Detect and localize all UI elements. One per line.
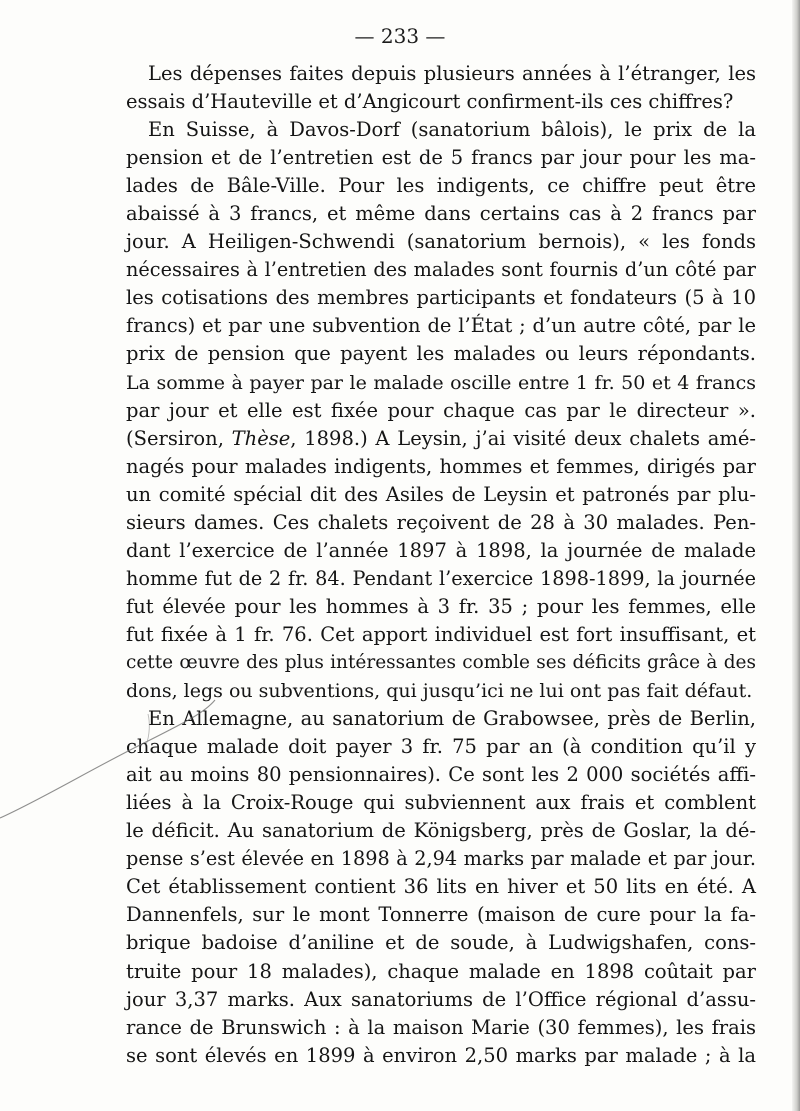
text-line: En Suisse, à Davos-Dorf (sanatorium bâlois), le prix de la xyxy=(148,118,756,142)
text-line: cette œuvre des plus intéressantes comble ses déficits grâce à des xyxy=(126,651,756,673)
text-line: le déficit. Au sanatorium de Königsberg, près de Goslar, la dé- xyxy=(126,819,756,843)
text-line: un comité spécial dit des Asiles de Leysin et patronés par plu- xyxy=(126,482,756,506)
text-line: abaissé à 3 francs, et même dans certains cas à 2 francs par xyxy=(126,202,756,226)
text-line: prix de pension que payent les malades ou leurs répondants. xyxy=(126,342,756,366)
text-line: En Allemagne, au sanatorium de Grabowsee, près de Berlin, xyxy=(148,707,756,731)
text-line: pense s’est élevée en 1898 à 2,94 marks par malade et par jour. xyxy=(126,847,756,871)
text-line: ait au moins 80 pensionnaires). Ce sont les 2 000 sociétés affi- xyxy=(126,763,756,787)
text-line: par jour et elle est fixée pour chaque cas par le directeur ». xyxy=(126,398,756,422)
text-line: fut fixée à 1 fr. 76. Cet apport individuel est fort insuffisant, et xyxy=(126,622,756,646)
text-line: truite pour 18 malades), chaque malade en 1898 coûtait par xyxy=(126,959,756,983)
text-line: Cet établissement contient 36 lits en hiver et 50 lits en été. A xyxy=(126,875,756,899)
text-line: La somme à payer par le malade oscille entre 1 fr. 50 et 4 francs xyxy=(126,371,756,394)
text-line: francs) et par une subvention de l’État ; d’un autre côté, par le xyxy=(126,314,756,338)
page-number: — 233 — xyxy=(354,24,446,48)
text-line: jour 3,37 marks. Aux sanatoriums de l’Office régional d’assu- xyxy=(126,987,756,1011)
text-line: nagés pour malades indigents, hommes et femmes, dirigés par xyxy=(126,454,756,478)
text-line: fut élevée pour les hommes à 3 fr. 35 ; pour les femmes, elle xyxy=(126,594,756,618)
text-line: brique badoise d’aniline et de soude, à Ludwigshafen, cons- xyxy=(126,931,756,955)
text-line: homme fut de 2 fr. 84. Pendant l’exercice 1898-1899, la journée xyxy=(126,566,756,590)
text-line: dant l’exercice de l’année 1897 à 1898, la journée de malade xyxy=(126,538,756,562)
text-line: pension et de l’entretien est de 5 francs par jour pour les ma- xyxy=(126,146,756,170)
text-line: liées à la Croix-Rouge qui subviennent aux frais et comblent xyxy=(126,791,756,815)
body-text xyxy=(126,60,756,1070)
text-line: chaque malade doit payer 3 fr. 75 par an (à condition qu’il y xyxy=(126,735,756,759)
text-line: nécessaires à l’entretien des malades sont fournis d’un côté par xyxy=(126,258,756,282)
text-line: rance de Brunswich : à la maison Marie (30 femmes), les frais xyxy=(126,1015,756,1039)
page-edge-shadow xyxy=(792,0,800,1111)
text-line: lades de Bâle-Ville. Pour les indigents, ce chiffre peut être xyxy=(126,174,756,198)
text-line: sieurs dames. Ces chalets reçoivent de 28 à 30 malades. Pen- xyxy=(126,510,756,534)
text-line: se sont élevés en 1899 à environ 2,50 marks par malade ; à la xyxy=(126,1043,756,1067)
text-line: Les dépenses faites depuis plusieurs années à l’étranger, les xyxy=(148,62,756,85)
text-line: les cotisations des membres participants et fondateurs (5 à 10 xyxy=(126,286,756,310)
text-line: jour. A Heiligen-Schwendi (sanatorium bernois), « les fonds xyxy=(126,230,756,254)
text-line: Dannenfels, sur le mont Tonnerre (maison de cure pour la fa- xyxy=(126,903,756,927)
italic-title: Thèse xyxy=(231,426,291,450)
text-line: essais d’Hauteville et d’Angicourt confirment-ils ces chiffres? xyxy=(126,90,734,114)
text-line: dons, legs ou subventions, qui jusqu’ici ne lui ont pas fait défaut. xyxy=(126,680,753,703)
text-line: (Sersiron, Thèse, 1898.) A Leysin, j’ai visité deux chalets amé- xyxy=(126,426,756,450)
